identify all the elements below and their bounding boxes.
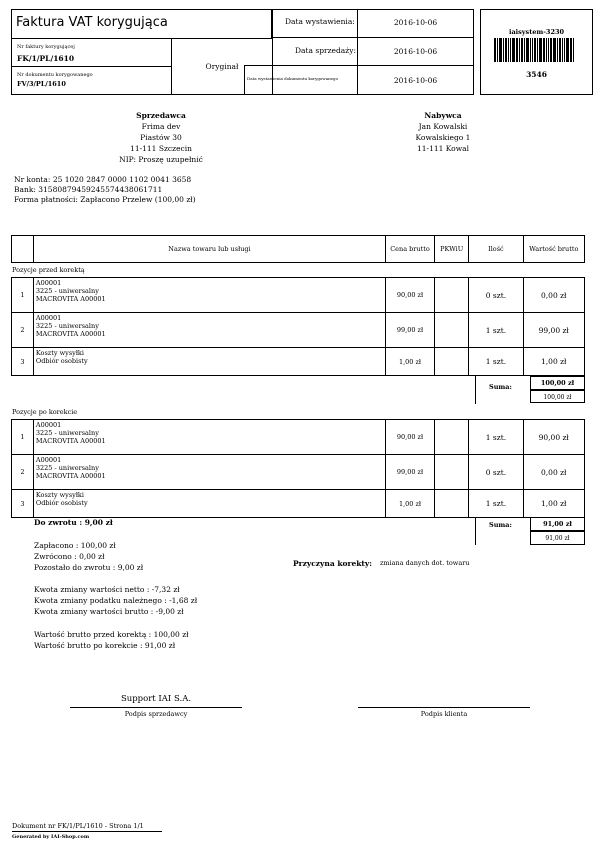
after-sum: 91,00 zł [543, 520, 572, 528]
seller-block [86, 110, 236, 165]
col-no [12, 236, 34, 263]
row-line-1: A00001 [35, 314, 62, 322]
seller-city: 11-111 Szczecin [130, 144, 192, 153]
returned-amount: Zwrócono : 0,00 zł [34, 552, 105, 561]
gross-before: Wartość brutto przed korektą : 100,00 zł [34, 630, 189, 639]
row-line-3: MACROVITA A00001 [35, 437, 106, 445]
table-row [12, 490, 585, 518]
bank-account: Nr konta: 25 1020 2847 0000 1102 0041 3658 [14, 175, 192, 184]
col-name-header: Nazwa towaru lub usługi [33, 236, 385, 263]
row-price: 1,00 zł [386, 490, 435, 518]
row-number: 1 [12, 278, 34, 313]
footer-line [12, 831, 162, 832]
corrected-issue-date: 2016-10-06 [393, 76, 438, 85]
buyer-heading: Nabywca [424, 111, 462, 120]
table-row [12, 455, 585, 490]
buyer-name: Jan Kowalski [418, 122, 468, 131]
before-items-table [11, 277, 585, 376]
barcode-image [494, 38, 575, 62]
row-line-2: Odbiór osobisty [35, 357, 88, 365]
after-sum-2: 91,00 zł [545, 535, 570, 542]
seller-name: Frima dev [141, 122, 181, 131]
barcode-text: iaisystem-3230 [508, 28, 565, 36]
table-row [12, 348, 585, 376]
buyer-street: Kowalskiego 1 [415, 133, 471, 142]
copy-type: Oryginał [205, 62, 239, 71]
row-pkwiu [434, 313, 468, 348]
row-qty: 1 szt. [469, 348, 523, 376]
row-line-2: 3225 - uniwersalny [35, 322, 99, 330]
row-description [33, 278, 385, 313]
row-qty: 1 szt. [469, 490, 523, 518]
seller-street: Piastów 30 [140, 133, 182, 142]
row-qty: 0 szt. [469, 278, 523, 313]
before-sum-divider [475, 376, 476, 404]
seller-heading: Sprzedawca [136, 111, 186, 120]
row-number: 2 [12, 313, 34, 348]
after-section-label: Pozycje po korekcie [12, 408, 78, 416]
paid-amount: Zapłacono : 100,00 zł [34, 541, 116, 550]
row-line-1: A00001 [35, 421, 62, 429]
corrected-issue-label: Data wystawienia dokumentu korygowanego [247, 76, 339, 81]
row-line-3: MACROVITA A00001 [35, 330, 106, 338]
row-line-1: A00001 [35, 456, 62, 464]
row-qty: 0 szt. [469, 455, 523, 490]
seller-signature-label: Podpis sprzedawcy [124, 710, 188, 718]
row-price: 99,00 zł [386, 313, 435, 348]
row-description [33, 313, 385, 348]
change-summary [34, 584, 197, 617]
invoice-number-label: Nr faktury korygującej [17, 44, 75, 50]
row-line-1: Koszty wysyłki [35, 349, 84, 357]
barcode-number: 3546 [526, 70, 547, 79]
gross-after: Wartość brutto po korekcie : 91,00 zł [34, 641, 176, 650]
row-line-2: 3225 - uniwersalny [35, 287, 99, 295]
refund-amount: Do zwrotu : 9,00 zł [34, 518, 113, 527]
before-sum: 100,00 zł [540, 379, 575, 387]
row-line-1: A00001 [35, 279, 62, 287]
row-value: 0,00 zł [523, 455, 585, 490]
row-price: 1,00 zł [386, 348, 435, 376]
row-line-3: MACROVITA A00001 [35, 295, 106, 303]
row-number: 2 [12, 455, 34, 490]
table-row [12, 420, 585, 455]
issue-date: 2016-10-06 [393, 18, 438, 27]
row-value: 1,00 zł [523, 348, 585, 376]
row-pkwiu [434, 278, 468, 313]
row-value: 0,00 zł [523, 278, 585, 313]
footer-generated: Generated by IAI-Shop.com [12, 834, 90, 840]
document-title: Faktura VAT korygująca [16, 15, 168, 30]
row-line-2: 3225 - uniwersalny [35, 429, 99, 437]
seller-nip: NIP: Proszę uzupełnić [119, 155, 203, 164]
before-section-label: Pozycje przed korektą [12, 266, 85, 274]
buyer-city: 11-111 Kowal [417, 144, 469, 153]
after-sum-divider [475, 517, 476, 545]
payment-method: Forma płatności: Zapłacono Przelew (100,00 zł) [14, 195, 196, 204]
col-qty-header: Ilość [469, 236, 523, 263]
row-value: 99,00 zł [523, 313, 585, 348]
payment-summary [34, 540, 143, 573]
before-sum-label: Suma: [489, 383, 512, 391]
row-line-2: Odbiór osobisty [35, 499, 88, 507]
table-row [12, 313, 585, 348]
buyer-signature-line [358, 707, 530, 708]
reason-label: Przyczyna korekty: [293, 559, 373, 568]
buyer-signature-label: Podpis klienta [420, 710, 468, 718]
row-description [33, 420, 385, 455]
row-line-1: Koszty wysyłki [35, 491, 84, 499]
row-price: 90,00 zł [386, 420, 435, 455]
issue-date-label: Data wystawienia: [285, 17, 355, 26]
sale-date: 2016-10-06 [393, 47, 438, 56]
before-sum-2: 100,00 zł [543, 394, 572, 401]
after-items-table [11, 419, 585, 518]
col-pkwiu-header: PKWiU [434, 236, 468, 263]
row-value: 90,00 zł [523, 420, 585, 455]
items-header-table [11, 235, 585, 263]
remaining-amount: Pozostało do zwrotu : 9,00 zł [34, 563, 144, 572]
row-pkwiu [434, 420, 468, 455]
buyer-block [368, 110, 518, 154]
col-value-header: Wartość brutto [523, 236, 585, 263]
footer-document: Dokument nr FK/1/PL/1610 - Strona 1/1 [12, 822, 144, 830]
row-value: 1,00 zł [523, 490, 585, 518]
payment-info [14, 175, 196, 205]
row-qty: 1 szt. [469, 313, 523, 348]
row-pkwiu [434, 490, 468, 518]
gross-change: Kwota zmiany wartości brutto : -9,00 zł [34, 607, 184, 616]
seller-signature-name: Support IAI S.A. [120, 694, 192, 704]
col-price-header: Cena brutto [386, 236, 435, 263]
row-description [33, 455, 385, 490]
row-line-3: MACROVITA A00001 [35, 472, 106, 480]
row-description [33, 490, 385, 518]
invoice-number: FK/1/PL/1610 [17, 54, 75, 63]
row-line-2: 3225 - uniwersalny [35, 464, 99, 472]
net-change: Kwota zmiany wartości netto : -7,32 zł [34, 585, 180, 594]
row-price: 90,00 zł [386, 278, 435, 313]
corrected-doc-label: Nr dokumentu korygowanego [17, 72, 93, 78]
table-row [12, 278, 585, 313]
row-description [33, 348, 385, 376]
row-pkwiu [434, 348, 468, 376]
corrected-doc-number: FV/3/PL/1610 [17, 80, 66, 88]
row-number: 1 [12, 420, 34, 455]
seller-signature-line [70, 707, 242, 708]
row-pkwiu [434, 455, 468, 490]
sale-date-label: Data sprzedaży: [295, 46, 356, 55]
tax-change: Kwota zmiany podatku należnego : -1,68 zł [34, 596, 198, 605]
row-number: 3 [12, 490, 34, 518]
row-qty: 1 szt. [469, 420, 523, 455]
bank-name: Bank: 31580879459245574438061711 [14, 185, 163, 194]
gross-summary [34, 629, 189, 651]
after-sum-label: Suma: [489, 521, 512, 529]
row-number: 3 [12, 348, 34, 376]
reason-text: zmiana danych dot. towaru [380, 559, 470, 567]
row-price: 99,00 zł [386, 455, 435, 490]
